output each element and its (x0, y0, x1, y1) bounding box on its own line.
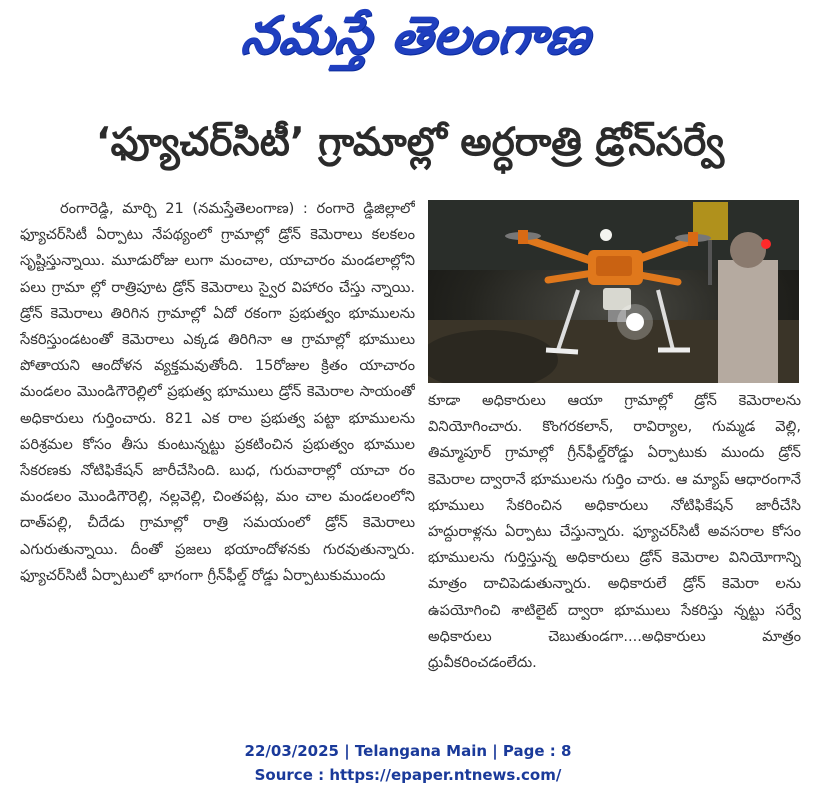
footer-source[interactable]: Source : https://epaper.ntnews.com/ (254, 766, 562, 784)
masthead (150, 4, 680, 80)
article-column-left (20, 196, 415, 720)
footer-date-edition: 22/03/2025 | Telangana Main | Page : 8 (244, 742, 572, 760)
article-body-left: రంగారెడ్డి, మార్చి 21 (నమస్తేతెలంగాణ) : రంగారె డ్డిజిల్లాలో ఫ్యూచర్‌సిటీ ఏర్పాటు నేపథ్యంలో గ్రామాల్లో డ్రోన్ కెమెరాలు కలకలం సృష్టిస్తున్నాయి. మూడురోజు లుగా మంచాల, యాచారం మండలాల్లోని పలు గ్రామా ల్లో రాత్రిపూట డ్రోన్ కెమెరాలు స్వైర విహారం చేస్తు న్నాయి. డ్రోన్ కెమెరాలు తిరిగిన గ్రామాల్లో ఏదో రకంగా ప్రభుత్వం భూములను సేకరిస్తుండటంతో కెమెరాలు ఎక్కడ తిరిగినా ఆ గ్రామాల్లో భూములు పోతాయని ఆందోళన వ్యక్తమవుతోంది. 15రోజుల క్రితం యాచారం మండలం మొండిగౌరెల్లిలో ప్రభుత్వ భూములు డ్రోన్ కెమెరాల సాయంతో అధికారులు గుర్తించారు. 821 ఎక రాల ప్రభుత్వ పట్టా భూములను పరిశ్రమల కోసం తీసు కుంటున్నట్టు ప్రకటించిన ప్రభుత్వం భూముల సేకరణకు నోటిఫికేషన్ జారీచేసింది. బుధ, గురువారాల్లో యాచా రం మండలం మొండిగౌరెల్లి, నల్లవెల్లి, చింతపట్ల, మం చాల మండలంలోని దాత్‌పల్లి, చీదేడు గ్రామాల్లో రాత్రి సమయంలో డ్రోన్ కెమెరాలు ఎగురుతున్నాయి. దీంతో ప్రజలు భయాందోళనకు గురవుతున్నారు. ఫ్యూచర్‌సిటీ ఏర్పాటులో భాగంగా గ్రీన్‌ఫీల్డ్ రోడ్డు ఏర్పాటుకుముందు (20, 200, 415, 584)
article-body-right: కూడా అధికారులు ఆయా గ్రామాల్లో డ్రోన్ కెమెరాలను వినియోగించారు. కొంగరకలాన్, రావిర్యాల, గుమ్మడ వెల్లి, తిమ్మాపూర్ గ్రామాల్లో గ్రీన్‌ఫీల్డ్‌రోడ్డు ఏర్పాటుకు ముందు డ్రోన్ కెమెరాల ద్వారానే భూములను గుర్తిం చారు. ఆ మ్యాప్ ఆధారంగానే భూములు సేకరించిన అధికారులు నోటిఫికేషన్ జారీచేసి హద్దురాళ్లను ఏర్పాటు చేస్తున్నారు. ఫ్యూచర్‌సిటీ అవసరాల కోసం భూములను గుర్తిస్తున్న అధికారులు డ్రోన్ కెమెరాల వినియోగాన్ని మాత్రం దాచిపెడుతున్నారు. అధికారులే డ్రోన్ కెమెరా లను ఉపయోగించి శాటిలైట్ ద్వారా భూములు సేకరిస్తు న్నట్టు సర్వే అధికారులు చెబుతుండగా....అధికారులు మాత్రం ధ్రువీకరించడంలేదు. (428, 392, 801, 672)
drone-illustration (428, 200, 799, 383)
article-column-right (428, 388, 801, 720)
article-headline: ‘ఫ్యూచర్‌సిటీ’ గ్రామాల్లో అర్ధరాత్రి డ్రోన్‌సర్వే (95, 120, 725, 165)
drone-photo (428, 200, 799, 383)
masthead-title: నమస్తే తెలంగాణ (237, 5, 595, 66)
